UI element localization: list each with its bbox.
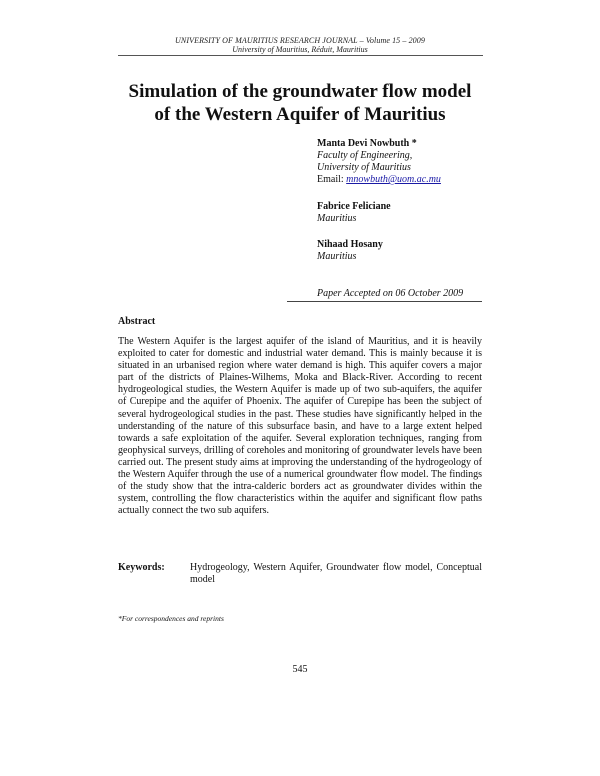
author-email-link[interactable]: mnowbuth@uom.ac.mu [346, 174, 441, 185]
abstract-heading: Abstract [118, 316, 156, 327]
header-rule [118, 55, 483, 56]
journal-header: UNIVERSITY OF MAURITIUS RESEARCH JOURNAL – Volume 15 – 2009 [175, 36, 425, 45]
author-name: Manta Devi Nowbuth * [317, 138, 417, 149]
correspondence-footnote: *For correspondences and reprints [118, 614, 224, 623]
author-block-3 [317, 239, 487, 263]
author-block-2 [317, 201, 487, 225]
page-number: 545 [292, 664, 308, 675]
keywords-text: Hydrogeology, Western Aquifer, Groundwater flow model, Conceptual model [190, 562, 482, 585]
author-name: Fabrice Feliciane [317, 201, 391, 212]
paper-title [0, 80, 600, 126]
author-affiliation: Mauritius [317, 213, 357, 224]
author-name: Nihaad Hosany [317, 239, 383, 250]
author-affiliation: University of Mauritius [317, 162, 411, 173]
author-email-line [317, 174, 487, 186]
author-block-1 [317, 138, 487, 186]
abstract-body: The Western Aquifer is the largest aquifer of the island of Mauritius, and it is heavily exploited to cater for domestic and industrial water demand. This is mainly because it is situated in an urbanised region where water demand is high. This aquifer covers a major part of the districts of Plaines-Wilhems, Moka and Black-River. According to recent hydrogeological studies, the Western Aquifer is made up of two sub-aquifers, the aquifer of Curepipe and the aquifer of Phoenix. The aquifer of Curepipe has been the subject of several hydrogeological studies in the past. These studies have significantly helped in the understanding of the nature of this subsurface basin, and have to a large extent helped towards a safe exploitation of the aquifer. Several exploration techniques, ranging from geophysical surveys, drilling of coreholes and monitoring of groundwater levels have been carried out. The present study aims at improving the understanding of the hydrogeology of the Western Aquifer through the use of a numerical groundwater flow model. The findings of the study show that the intra-calderic borders act as groundwater divides within the system, controlling the flow characteristics within the aquifer and significant flow paths actually connect the two sub aquifers. [118, 336, 482, 517]
title-line-2: of the Western Aquifer of Mauritius [154, 104, 446, 125]
accepted-rule [287, 301, 482, 302]
author-affiliation: Faculty of Engineering, [317, 150, 413, 161]
journal-location: University of Mauritius, Réduit, Mauritius [232, 45, 368, 54]
email-label: Email: [317, 174, 344, 185]
keywords-label: Keywords: [118, 562, 165, 573]
title-line-1: Simulation of the groundwater flow model [128, 81, 472, 102]
accepted-date: Paper Accepted on 06 October 2009 [317, 288, 464, 299]
author-affiliation: Mauritius [317, 251, 357, 262]
